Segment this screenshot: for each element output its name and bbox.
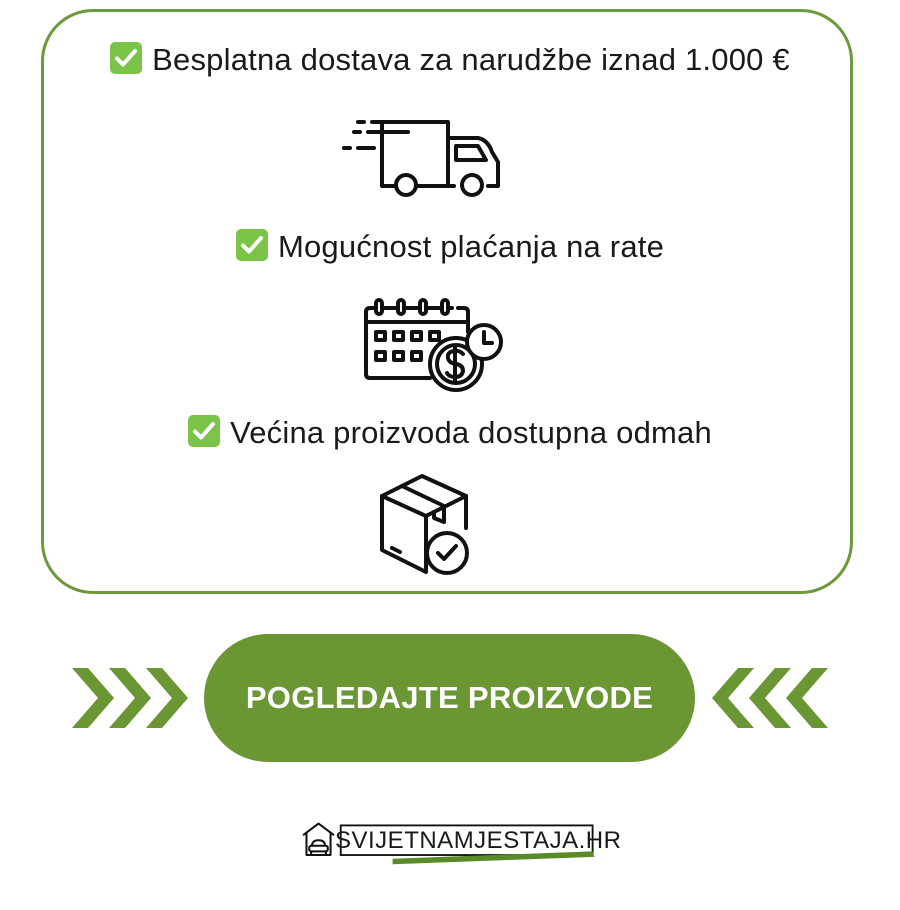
feature-availability — [0, 415, 900, 451]
feature-text: Besplatna dostava za narudžbe iznad 1.000 € — [152, 42, 790, 77]
brand-dot: . — [578, 827, 586, 854]
checkmark-icon — [236, 229, 268, 261]
chevrons-right-icon — [72, 668, 188, 728]
calendar-payment-icon — [362, 294, 507, 394]
brand-name-main: SVIJETNAMJESTAJA — [335, 827, 579, 854]
delivery-truck-icon — [338, 118, 503, 200]
feature-free-delivery — [0, 42, 900, 78]
view-products-button[interactable] — [204, 634, 695, 762]
chevrons-left-icon — [712, 668, 828, 728]
package-check-icon — [378, 472, 473, 577]
view-products-label: POGLEDAJTE PROIZVODE — [245, 680, 654, 715]
feature-text: Mogućnost plaćanja na rate — [277, 229, 665, 264]
brand-name-suffix: HR — [585, 827, 622, 854]
checkmark-icon — [188, 415, 220, 447]
feature-installments — [0, 229, 900, 265]
feature-text: Većina proizvoda dostupna odmah — [230, 415, 712, 450]
checkmark-icon — [110, 42, 142, 74]
brand-name — [335, 827, 621, 855]
